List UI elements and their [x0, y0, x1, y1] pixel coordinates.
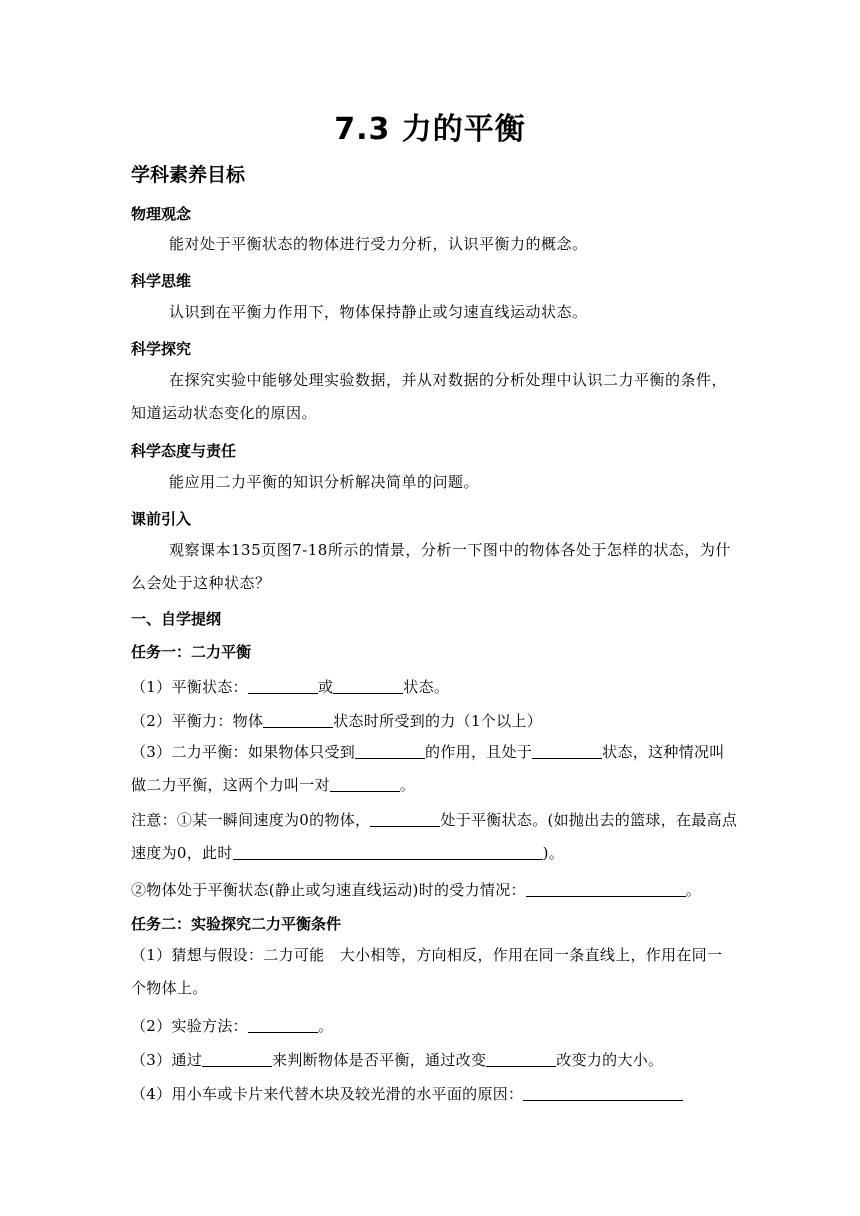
goal-text-scientific-thinking: 认识到在平衡力作用下，物体保持静止或匀速直线运动状态。	[169, 303, 588, 321]
fill-blank[interactable]	[202, 1052, 272, 1067]
task1-heading: 任务一：二力平衡	[131, 643, 252, 661]
goal-heading-physics-concept: 物理观念	[131, 205, 192, 223]
fill-blank[interactable]	[370, 812, 440, 827]
fill-blank[interactable]	[355, 744, 425, 759]
fill-blank[interactable]	[248, 1018, 318, 1033]
page-title: 7.3 力的平衡	[334, 112, 526, 147]
fill-blank[interactable]	[486, 1052, 556, 1067]
task2-item4: （4）用小车或卡片来代替木块及较光滑的水平面的原因：	[131, 1083, 741, 1104]
fill-blank[interactable]	[248, 679, 318, 694]
fill-blank[interactable]	[333, 679, 403, 694]
task2-item2: （2）实验方法： 。	[131, 1017, 334, 1035]
section-heading-goals: 学科素养目标	[131, 164, 246, 186]
goal-heading-attitude: 科学态度与责任	[131, 442, 237, 460]
task1-item3: （3）二力平衡：如果物体只受到 的作用，且处于 状态，这种情况叫做二力平衡，这两个力叫一对 。	[131, 743, 725, 794]
fill-blank[interactable]	[523, 1086, 683, 1101]
goal-text-attitude: 能应用二力平衡的知识分析解决简单的问题。	[169, 473, 480, 491]
fill-blank[interactable]	[532, 744, 602, 759]
fill-blank[interactable]	[233, 845, 543, 860]
goal-heading-scientific-thinking: 科学思维	[131, 272, 192, 290]
task1-note2: ②物体处于平衡状态(静止或匀速直线运动)时的受力情况： 。	[131, 881, 702, 899]
fill-blank[interactable]	[263, 713, 333, 728]
outline-heading: 一、自学提纲	[131, 610, 222, 628]
goal-text-physics-concept: 能对处于平衡状态的物体进行受力分析，认识平衡力的概念。	[169, 235, 588, 253]
task1-item1: （1）平衡状态： 或 状态。	[131, 678, 450, 696]
goal-text-scientific-inquiry: 在探究实验中能够处理实验数据，并从对数据的分析处理中认识二力平衡的条件，知道运动状态变化的原因。	[131, 371, 728, 422]
task1-note: 注意：①某一瞬间速度为0的物体， 处于平衡状态。(如抛出去的篮球，在最高点速度为0，此时 )。	[131, 811, 738, 862]
intro-text: 观察课本135页图7-18所示的情景，分析一下图中的物体各处于怎样的状态，为什么会处于这种状态？	[131, 541, 731, 592]
task2-heading: 任务二：实验探究二力平衡条件	[131, 915, 342, 933]
goal-heading-scientific-inquiry: 科学探究	[131, 340, 192, 358]
fill-blank[interactable]	[330, 777, 400, 792]
task2-item3: （3）通过 来判断物体是否平衡，通过改变 改变力的大小。	[131, 1051, 664, 1069]
fill-blank[interactable]	[526, 882, 686, 897]
intro-heading: 课前引入	[131, 510, 192, 528]
task1-item2: （2）平衡力：物体 状态时所受到的力（1个以上）	[131, 712, 542, 730]
task2-item1: （1）猜想与假设：二力可能 大小相等，方向相反，作用在同一条直线上，作用在同一个物体上。	[131, 946, 723, 997]
